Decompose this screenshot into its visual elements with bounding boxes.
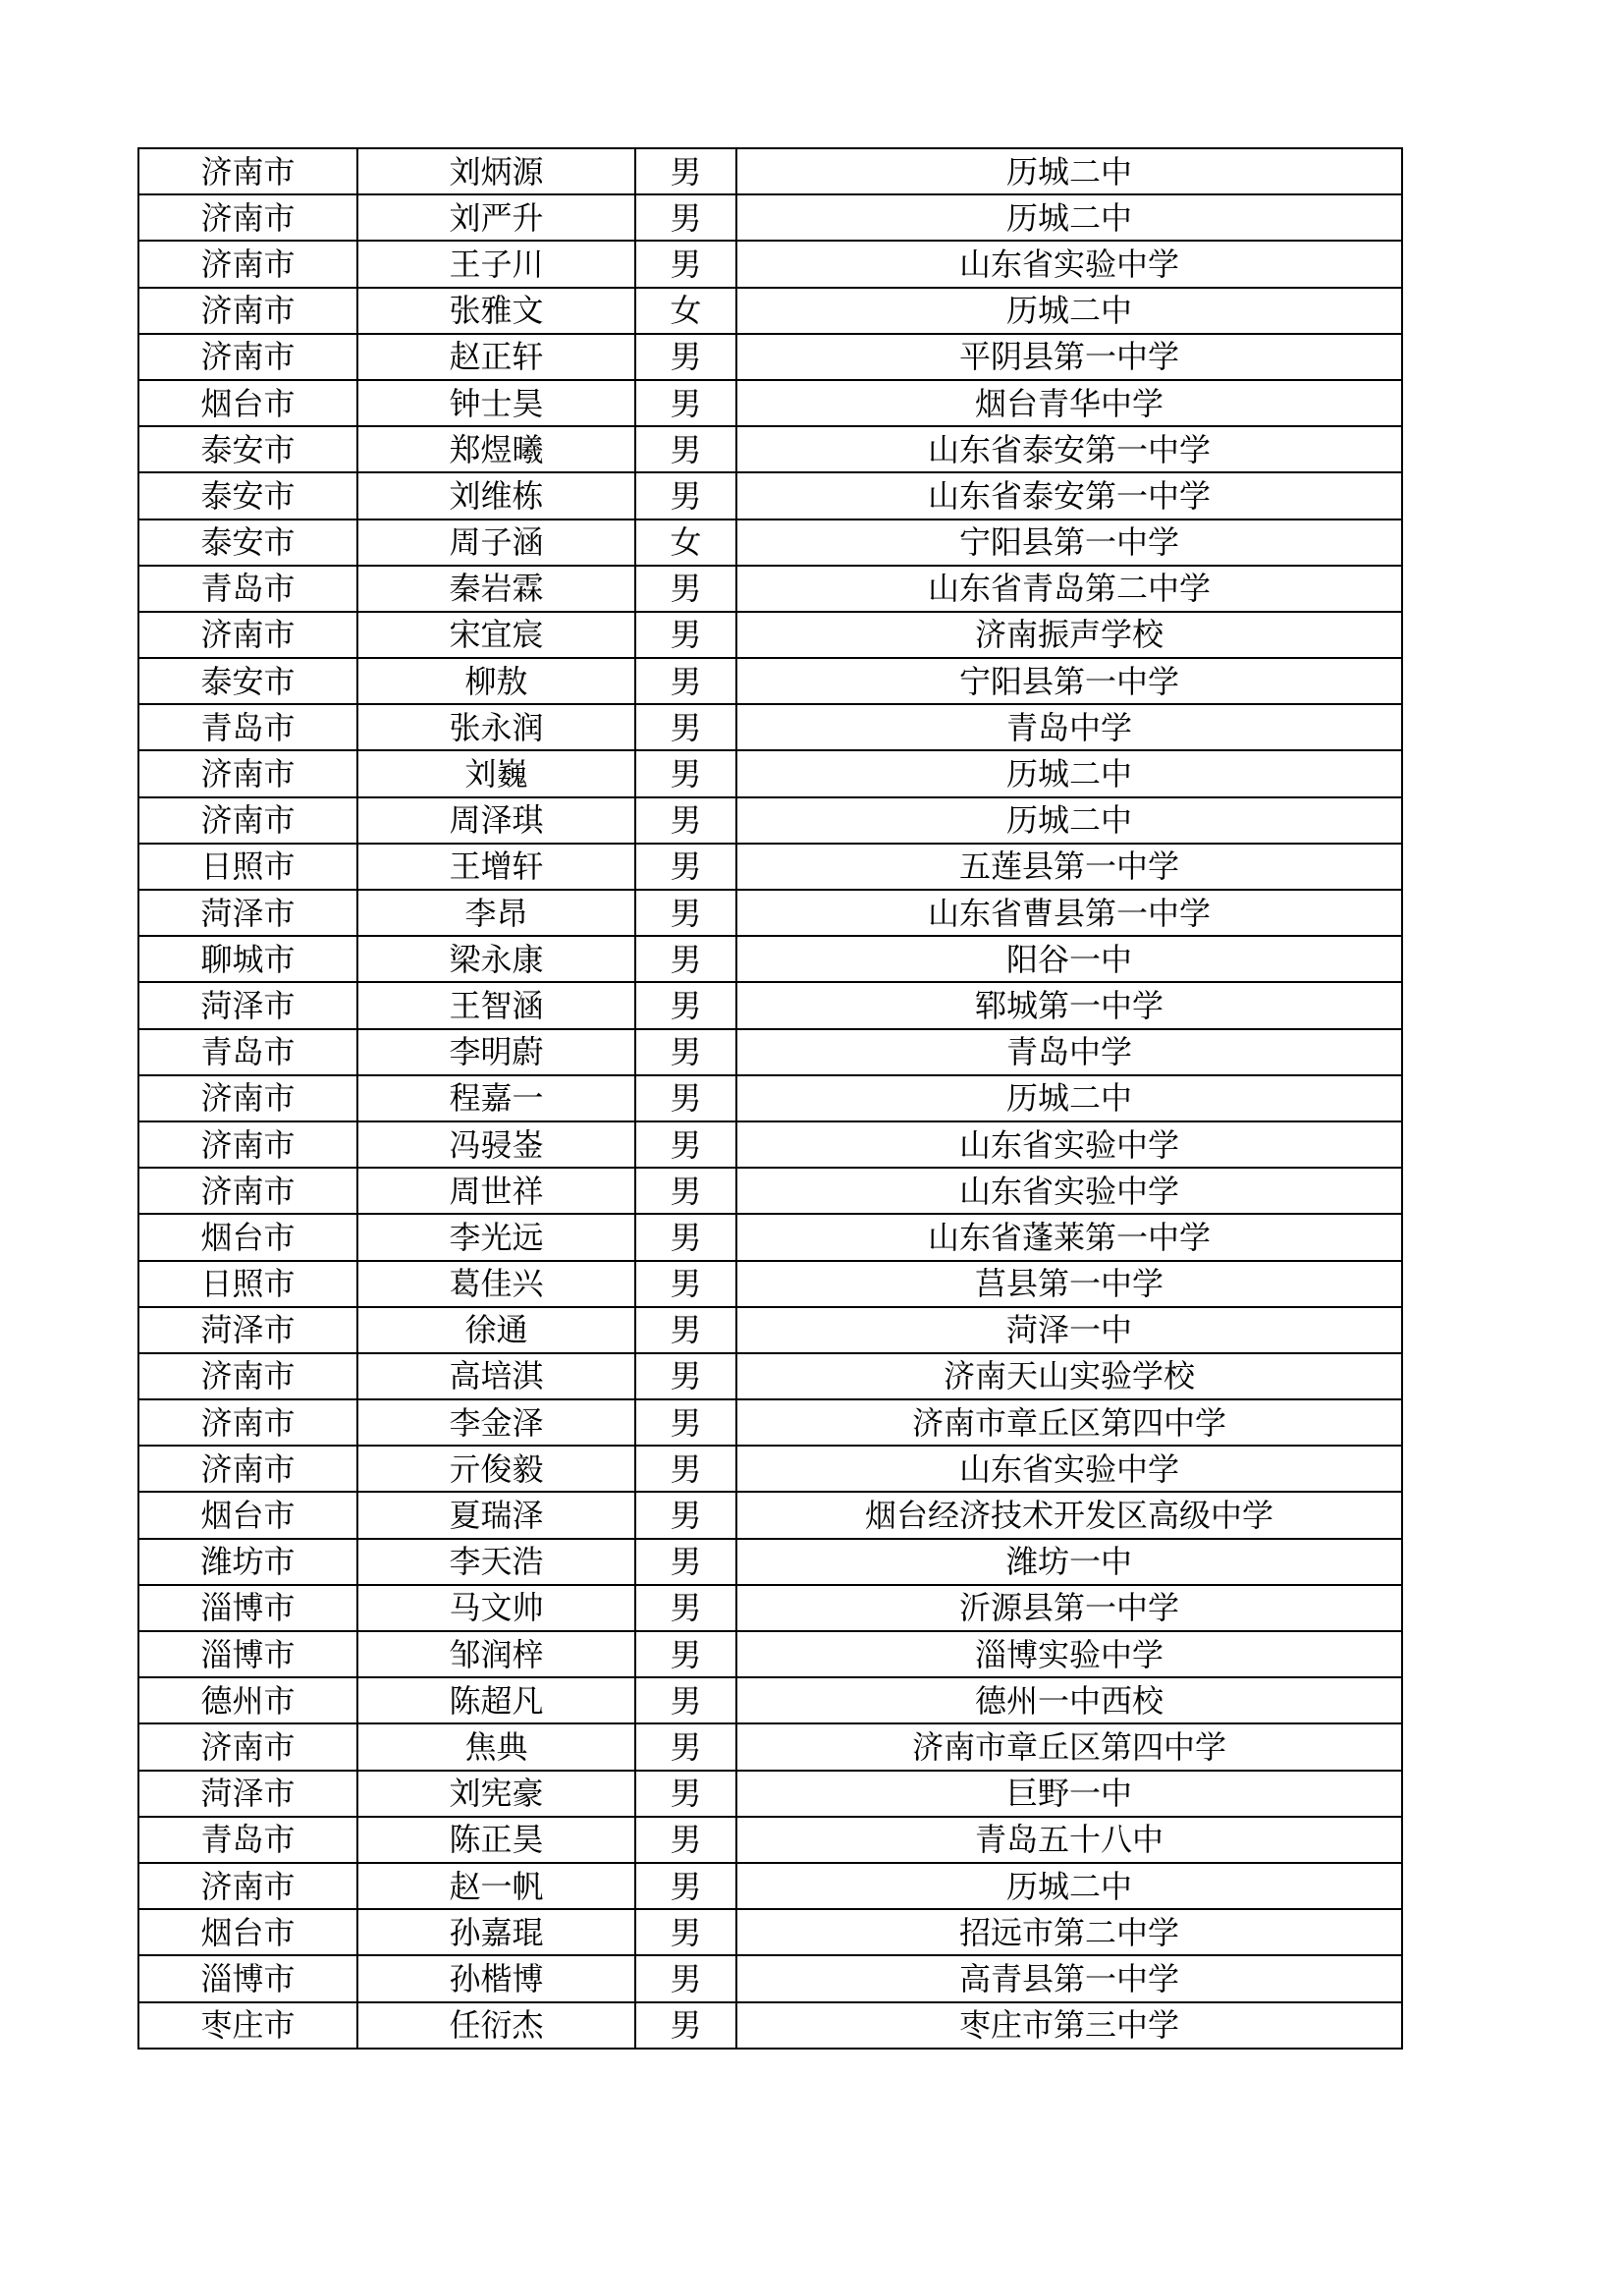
gender-cell: 男 [635, 704, 736, 750]
school-cell: 烟台经济技术开发区高级中学 [736, 1492, 1402, 1538]
table-row [138, 1029, 1402, 1075]
city-cell: 青岛市 [138, 704, 357, 750]
table-row [138, 1631, 1402, 1677]
name-cell: 王智涵 [357, 982, 635, 1028]
school-cell: 宁阳县第一中学 [736, 658, 1402, 704]
gender-cell: 男 [635, 1631, 736, 1677]
city-cell: 济南市 [138, 288, 357, 334]
gender-cell: 男 [635, 797, 736, 844]
city-cell: 菏泽市 [138, 1307, 357, 1353]
table-row [138, 1863, 1402, 1909]
school-cell: 济南振声学校 [736, 612, 1402, 658]
name-cell: 夏瑞泽 [357, 1492, 635, 1538]
city-cell: 济南市 [138, 241, 357, 287]
school-cell: 山东省青岛第二中学 [736, 566, 1402, 612]
table-row [138, 148, 1402, 194]
school-cell: 历城二中 [736, 148, 1402, 194]
city-cell: 青岛市 [138, 1817, 357, 1863]
name-cell: 孙嘉琨 [357, 1909, 635, 1955]
name-cell: 孙楷博 [357, 1955, 635, 2001]
school-cell: 潍坊一中 [736, 1539, 1402, 1585]
name-cell: 王子川 [357, 241, 635, 287]
gender-cell: 男 [635, 890, 736, 936]
city-cell: 济南市 [138, 1446, 357, 1492]
gender-cell: 男 [635, 1168, 736, 1214]
gender-cell: 男 [635, 472, 736, 519]
name-cell: 陈正昊 [357, 1817, 635, 1863]
name-cell: 刘炳源 [357, 148, 635, 194]
city-cell: 青岛市 [138, 1029, 357, 1075]
gender-cell: 男 [635, 1121, 736, 1168]
name-cell: 周世祥 [357, 1168, 635, 1214]
school-cell: 历城二中 [736, 288, 1402, 334]
city-cell: 烟台市 [138, 380, 357, 426]
name-cell: 高培淇 [357, 1353, 635, 1399]
city-cell: 济南市 [138, 1075, 357, 1121]
gender-cell: 男 [635, 1075, 736, 1121]
city-cell: 泰安市 [138, 472, 357, 519]
name-cell: 梁永康 [357, 936, 635, 982]
gender-cell: 女 [635, 519, 736, 566]
school-cell: 青岛中学 [736, 704, 1402, 750]
roster-table-body [138, 148, 1402, 2049]
city-cell: 济南市 [138, 1399, 357, 1446]
school-cell: 山东省曹县第一中学 [736, 890, 1402, 936]
table-row [138, 566, 1402, 612]
city-cell: 青岛市 [138, 566, 357, 612]
table-row [138, 1909, 1402, 1955]
gender-cell: 男 [635, 1353, 736, 1399]
name-cell: 马文帅 [357, 1585, 635, 1631]
table-row [138, 1121, 1402, 1168]
city-cell: 聊城市 [138, 936, 357, 982]
city-cell: 济南市 [138, 750, 357, 796]
name-cell: 陈超凡 [357, 1677, 635, 1723]
school-cell: 历城二中 [736, 1863, 1402, 1909]
gender-cell: 男 [635, 1446, 736, 1492]
gender-cell: 女 [635, 288, 736, 334]
table-row [138, 612, 1402, 658]
table-row [138, 704, 1402, 750]
table-row [138, 1723, 1402, 1770]
city-cell: 济南市 [138, 1168, 357, 1214]
school-cell: 烟台青华中学 [736, 380, 1402, 426]
city-cell: 泰安市 [138, 426, 357, 472]
city-cell: 济南市 [138, 1121, 357, 1168]
gender-cell: 男 [635, 1399, 736, 1446]
city-cell: 淄博市 [138, 1955, 357, 2001]
table-row [138, 1677, 1402, 1723]
table-row [138, 1771, 1402, 1817]
name-cell: 亓俊毅 [357, 1446, 635, 1492]
city-cell: 济南市 [138, 797, 357, 844]
table-row [138, 1585, 1402, 1631]
table-row [138, 750, 1402, 796]
city-cell: 济南市 [138, 194, 357, 241]
city-cell: 菏泽市 [138, 982, 357, 1028]
school-cell: 济南市章丘区第四中学 [736, 1723, 1402, 1770]
gender-cell: 男 [635, 426, 736, 472]
name-cell: 刘宪豪 [357, 1771, 635, 1817]
school-cell: 莒县第一中学 [736, 1261, 1402, 1307]
table-row [138, 1399, 1402, 1446]
city-cell: 济南市 [138, 148, 357, 194]
name-cell: 周泽琪 [357, 797, 635, 844]
table-row [138, 1817, 1402, 1863]
gender-cell: 男 [635, 1029, 736, 1075]
gender-cell: 男 [635, 1307, 736, 1353]
city-cell: 烟台市 [138, 1909, 357, 1955]
city-cell: 淄博市 [138, 1585, 357, 1631]
gender-cell: 男 [635, 334, 736, 380]
gender-cell: 男 [635, 1214, 736, 1260]
name-cell: 刘巍 [357, 750, 635, 796]
school-cell: 五莲县第一中学 [736, 844, 1402, 890]
name-cell: 张永润 [357, 704, 635, 750]
gender-cell: 男 [635, 1955, 736, 2001]
name-cell: 冯骎崟 [357, 1121, 635, 1168]
table-row [138, 334, 1402, 380]
school-cell: 历城二中 [736, 1075, 1402, 1121]
city-cell: 德州市 [138, 1677, 357, 1723]
name-cell: 程嘉一 [357, 1075, 635, 1121]
school-cell: 历城二中 [736, 750, 1402, 796]
name-cell: 李天浩 [357, 1539, 635, 1585]
table-row [138, 1539, 1402, 1585]
name-cell: 刘维栋 [357, 472, 635, 519]
city-cell: 济南市 [138, 612, 357, 658]
school-cell: 德州一中西校 [736, 1677, 1402, 1723]
name-cell: 赵正轩 [357, 334, 635, 380]
city-cell: 枣庄市 [138, 2002, 357, 2049]
school-cell: 平阴县第一中学 [736, 334, 1402, 380]
name-cell: 葛佳兴 [357, 1261, 635, 1307]
name-cell: 徐通 [357, 1307, 635, 1353]
name-cell: 赵一帆 [357, 1863, 635, 1909]
gender-cell: 男 [635, 612, 736, 658]
name-cell: 李明蔚 [357, 1029, 635, 1075]
name-cell: 邹润梓 [357, 1631, 635, 1677]
name-cell: 郑煜曦 [357, 426, 635, 472]
table-row [138, 472, 1402, 519]
gender-cell: 男 [635, 148, 736, 194]
name-cell: 刘严升 [357, 194, 635, 241]
name-cell: 钟士昊 [357, 380, 635, 426]
gender-cell: 男 [635, 1585, 736, 1631]
school-cell: 郓城第一中学 [736, 982, 1402, 1028]
gender-cell: 男 [635, 1817, 736, 1863]
name-cell: 任衍杰 [357, 2002, 635, 2049]
table-row [138, 1446, 1402, 1492]
school-cell: 菏泽一中 [736, 1307, 1402, 1353]
gender-cell: 男 [635, 1863, 736, 1909]
school-cell: 淄博实验中学 [736, 1631, 1402, 1677]
table-row [138, 1492, 1402, 1538]
city-cell: 济南市 [138, 1723, 357, 1770]
gender-cell: 男 [635, 750, 736, 796]
table-row [138, 1353, 1402, 1399]
table-row [138, 2002, 1402, 2049]
school-cell: 历城二中 [736, 797, 1402, 844]
gender-cell: 男 [635, 1492, 736, 1538]
school-cell: 山东省实验中学 [736, 241, 1402, 287]
table-row [138, 519, 1402, 566]
city-cell: 烟台市 [138, 1214, 357, 1260]
name-cell: 李昂 [357, 890, 635, 936]
table-row [138, 936, 1402, 982]
gender-cell: 男 [635, 982, 736, 1028]
school-cell: 宁阳县第一中学 [736, 519, 1402, 566]
name-cell: 张雅文 [357, 288, 635, 334]
city-cell: 济南市 [138, 334, 357, 380]
roster-table [137, 147, 1403, 2050]
city-cell: 日照市 [138, 1261, 357, 1307]
school-cell: 山东省实验中学 [736, 1168, 1402, 1214]
school-cell: 山东省泰安第一中学 [736, 472, 1402, 519]
school-cell: 山东省实验中学 [736, 1446, 1402, 1492]
name-cell: 周子涵 [357, 519, 635, 566]
gender-cell: 男 [635, 380, 736, 426]
gender-cell: 男 [635, 1539, 736, 1585]
gender-cell: 男 [635, 1261, 736, 1307]
school-cell: 青岛中学 [736, 1029, 1402, 1075]
gender-cell: 男 [635, 844, 736, 890]
school-cell: 历城二中 [736, 194, 1402, 241]
table-row [138, 1955, 1402, 2001]
gender-cell: 男 [635, 241, 736, 287]
school-cell: 阳谷一中 [736, 936, 1402, 982]
gender-cell: 男 [635, 2002, 736, 2049]
table-row [138, 844, 1402, 890]
city-cell: 济南市 [138, 1353, 357, 1399]
school-cell: 招远市第二中学 [736, 1909, 1402, 1955]
table-row [138, 1214, 1402, 1260]
table-row [138, 380, 1402, 426]
city-cell: 泰安市 [138, 519, 357, 566]
school-cell: 巨野一中 [736, 1771, 1402, 1817]
city-cell: 淄博市 [138, 1631, 357, 1677]
table-row [138, 1261, 1402, 1307]
table-row [138, 890, 1402, 936]
city-cell: 菏泽市 [138, 1771, 357, 1817]
school-cell: 山东省实验中学 [736, 1121, 1402, 1168]
table-row [138, 194, 1402, 241]
table-row [138, 1075, 1402, 1121]
gender-cell: 男 [635, 936, 736, 982]
table-row [138, 426, 1402, 472]
gender-cell: 男 [635, 194, 736, 241]
city-cell: 菏泽市 [138, 890, 357, 936]
school-cell: 济南天山实验学校 [736, 1353, 1402, 1399]
city-cell: 济南市 [138, 1863, 357, 1909]
gender-cell: 男 [635, 1723, 736, 1770]
table-row [138, 241, 1402, 287]
school-cell: 枣庄市第三中学 [736, 2002, 1402, 2049]
gender-cell: 男 [635, 658, 736, 704]
school-cell: 高青县第一中学 [736, 1955, 1402, 2001]
table-row [138, 797, 1402, 844]
table-row [138, 288, 1402, 334]
school-cell: 青岛五十八中 [736, 1817, 1402, 1863]
name-cell: 秦岩霖 [357, 566, 635, 612]
city-cell: 潍坊市 [138, 1539, 357, 1585]
school-cell: 沂源县第一中学 [736, 1585, 1402, 1631]
gender-cell: 男 [635, 1909, 736, 1955]
table-row [138, 1307, 1402, 1353]
school-cell: 山东省蓬莱第一中学 [736, 1214, 1402, 1260]
gender-cell: 男 [635, 566, 736, 612]
city-cell: 烟台市 [138, 1492, 357, 1538]
city-cell: 泰安市 [138, 658, 357, 704]
school-cell: 济南市章丘区第四中学 [736, 1399, 1402, 1446]
gender-cell: 男 [635, 1771, 736, 1817]
name-cell: 柳敖 [357, 658, 635, 704]
name-cell: 王增轩 [357, 844, 635, 890]
table-row [138, 1168, 1402, 1214]
name-cell: 李光远 [357, 1214, 635, 1260]
table-row [138, 982, 1402, 1028]
table-row [138, 658, 1402, 704]
name-cell: 焦典 [357, 1723, 635, 1770]
name-cell: 李金泽 [357, 1399, 635, 1446]
school-cell: 山东省泰安第一中学 [736, 426, 1402, 472]
gender-cell: 男 [635, 1677, 736, 1723]
city-cell: 日照市 [138, 844, 357, 890]
name-cell: 宋宜宸 [357, 612, 635, 658]
